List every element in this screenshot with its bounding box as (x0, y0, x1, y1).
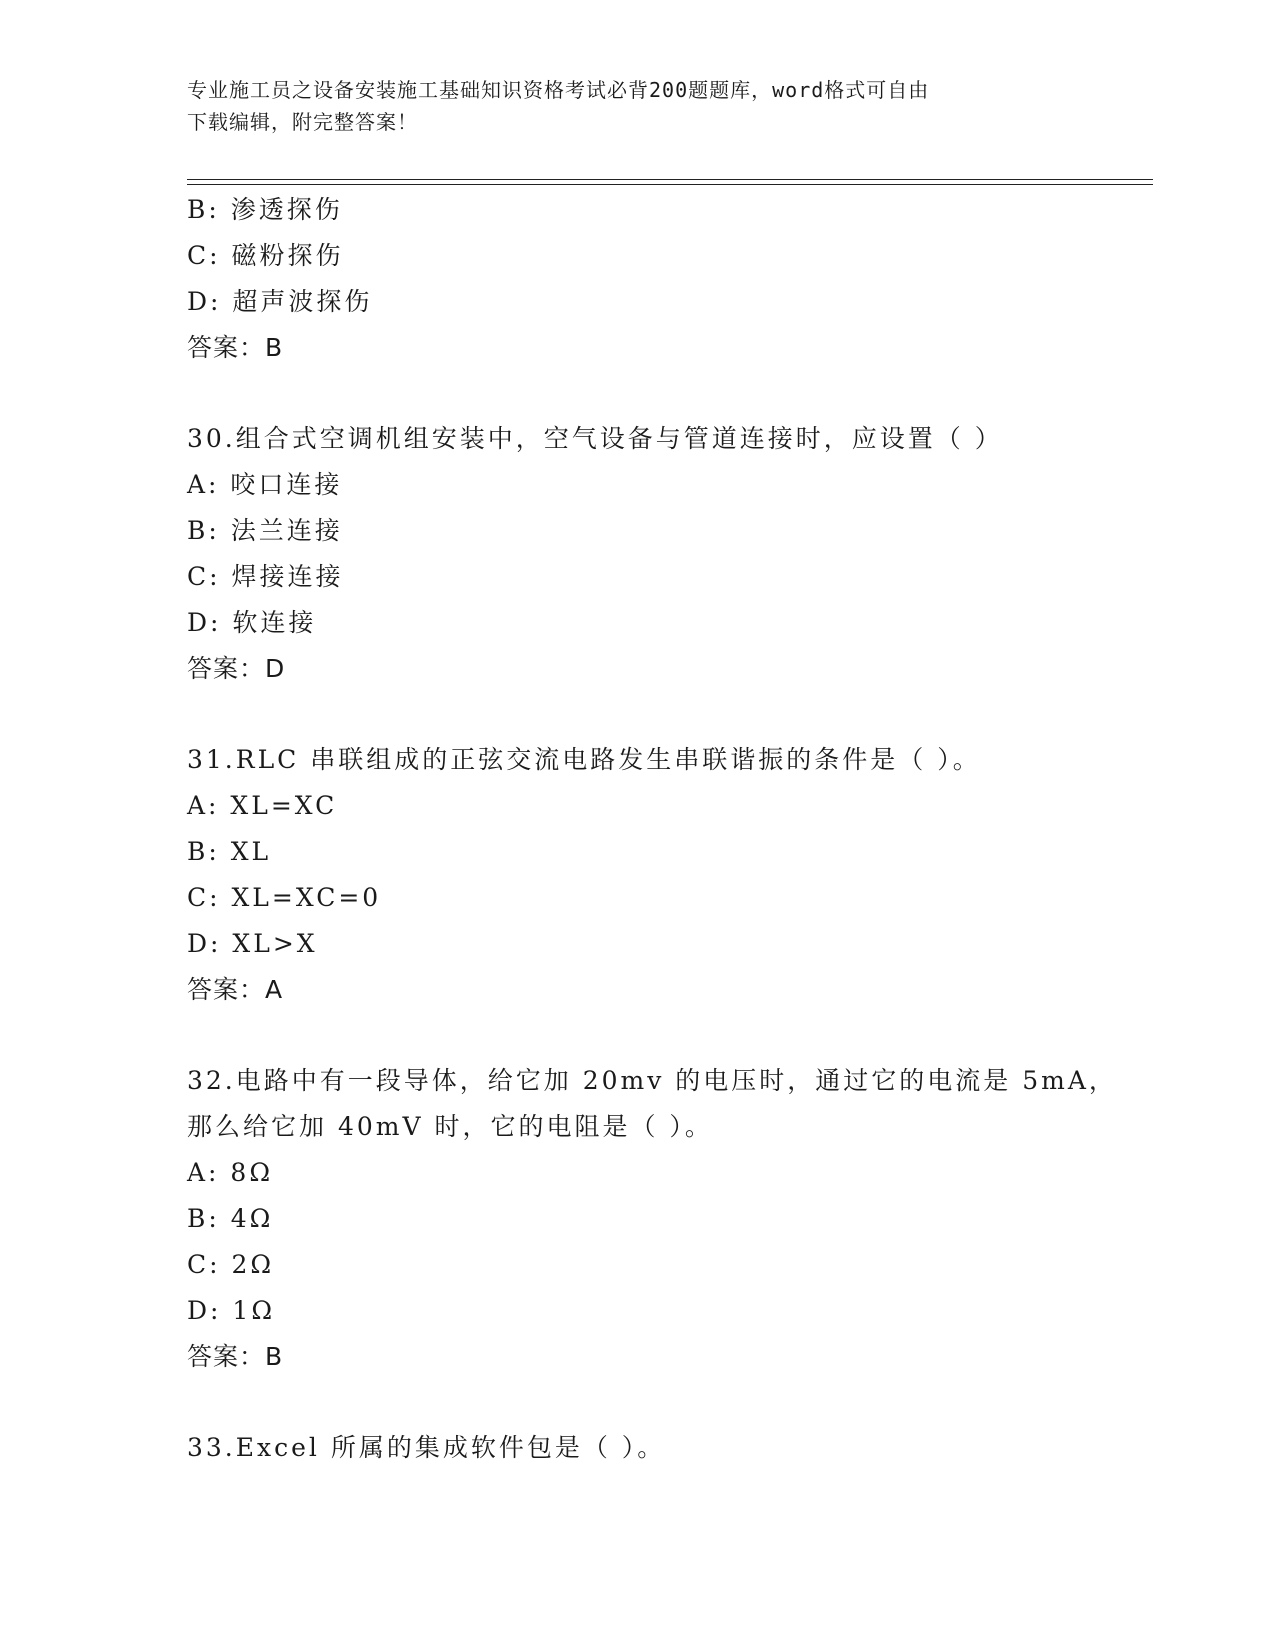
question-32 (187, 1058, 1147, 1380)
option-b: B: 法兰连接 (187, 516, 343, 545)
question-text-line-1: 32.电路中有一段导体，给它加 20mv 的电压时，通过它的电流是 5mA， (187, 1066, 1117, 1095)
question-text: 31.RLC 串联组成的正弦交流电路发生串联谐振的条件是（ ）。 (187, 745, 981, 774)
answer: 答案：B (187, 1342, 284, 1371)
question-text: 33.Excel 所属的集成软件包是（ ）。 (187, 1433, 666, 1462)
question-31 (187, 737, 1147, 1013)
option-c: C: 焊接连接 (187, 562, 344, 591)
header-line-2: 下载编辑，附完整答案！ (187, 110, 418, 134)
option-b: B: 4Ω (187, 1204, 274, 1233)
option-a: A: 8Ω (187, 1158, 274, 1187)
option-c: C: XL=XC=0 (187, 883, 382, 912)
option-d: D: 软连接 (187, 608, 317, 637)
answer: 答案：A (187, 975, 284, 1004)
question-30 (187, 416, 1147, 692)
question-text: 30.组合式空调机组安装中，空气设备与管道连接时，应设置（ ） (187, 424, 1003, 453)
answer: 答案：B (187, 333, 284, 362)
option-b: B: 渗透探伤 (187, 195, 343, 224)
question-text-line-2: 那么给它加 40mV 时，它的电阻是（ ）。 (187, 1112, 713, 1141)
question-33 (187, 1425, 1147, 1471)
option-b: B: XL (187, 837, 272, 866)
header-divider-top (187, 179, 1153, 180)
answer: 答案：D (187, 654, 286, 683)
question-list (187, 187, 1147, 1471)
page-header (187, 74, 1067, 138)
option-c: C: 磁粉探伤 (187, 241, 344, 270)
prev-question (187, 187, 1147, 371)
option-d: D: 1Ω (187, 1296, 276, 1325)
option-d: D: 超声波探伤 (187, 287, 373, 316)
option-d: D: XL>X (187, 929, 318, 958)
option-a: A: XL=XC (187, 791, 338, 820)
header-divider-bottom (187, 184, 1153, 185)
header-line-1: 专业施工员之设备安装施工基础知识资格考试必背200题题库，word格式可自由 (187, 78, 930, 102)
option-a: A: 咬口连接 (187, 470, 343, 499)
option-c: C: 2Ω (187, 1250, 275, 1279)
